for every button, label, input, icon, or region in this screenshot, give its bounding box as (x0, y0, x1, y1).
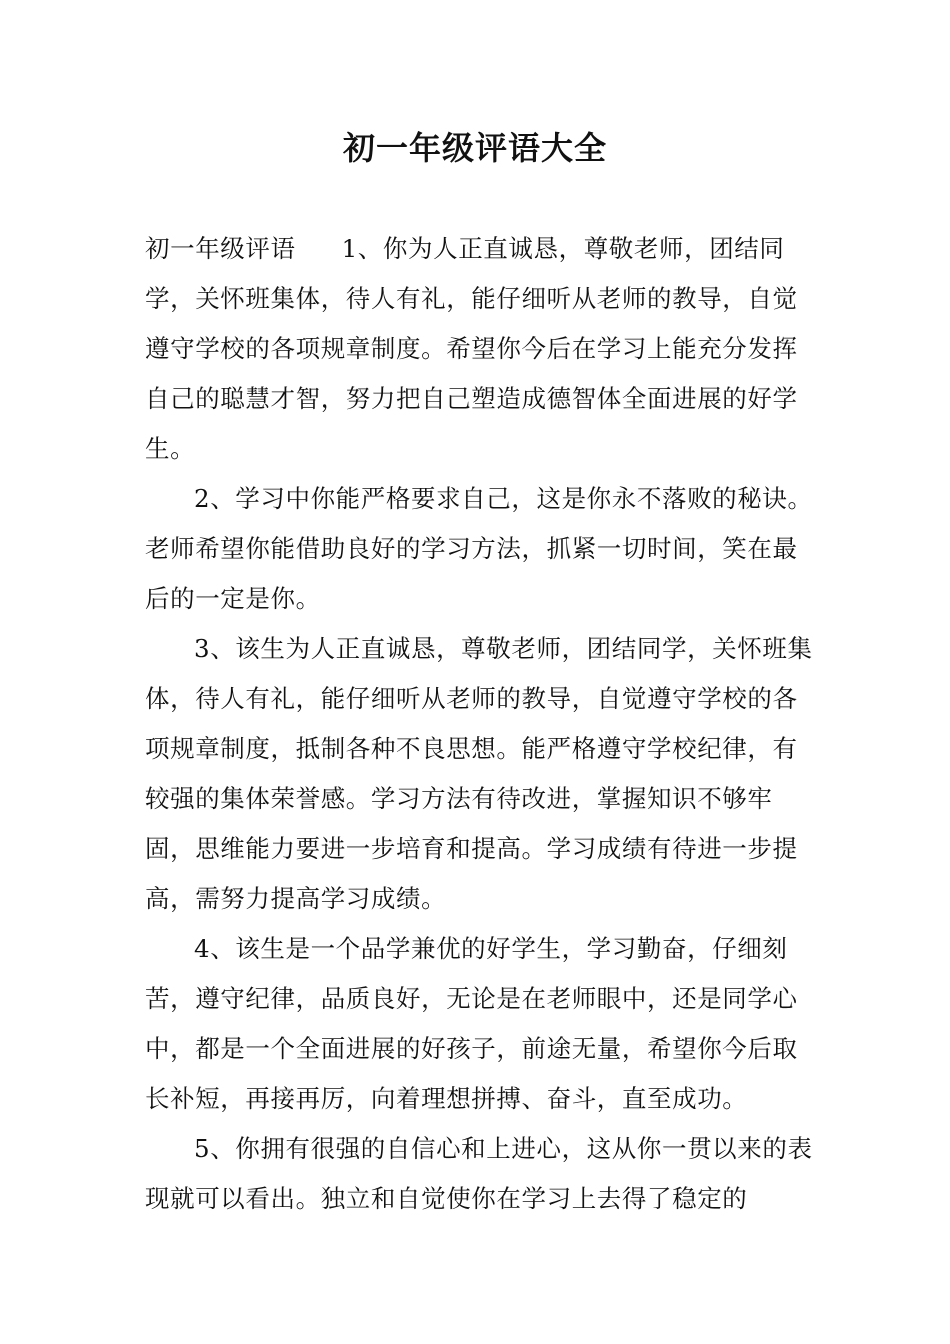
document-title: 初一年级评语大全 (342, 129, 607, 167)
paragraph-1-text: 1、你为人正直诚恳，尊敬老师，团结同学，关怀班集体，待人有礼，能仔细听从老师的教导，自觉遵守学校的各项规章制度。希望你今后在学习上能充分发挥自己的聪慧才智，努力把自己塑造成德智体全面进展的好学生。 (145, 234, 798, 463)
paragraph-1 (145, 224, 815, 474)
paragraph-2: 2、学习中你能严格要求自己，这是你永不落败的秘诀。老师希望你能借助良好的学习方法，抓紧一切时间，笑在最后的一定是你。 (145, 484, 813, 613)
paragraph-5: 5、你拥有很强的自信心和上进心，这从你一贯以来的表现就可以看出。独立和自觉使你在学习上去得了稳定的 (145, 1134, 813, 1213)
document-body (145, 224, 815, 1224)
paragraph-3: 3、该生为人正直诚恳，尊敬老师，团结同学，关怀班集体，待人有礼，能仔细听从老师的教导，自觉遵守学校的各项规章制度，抵制各种不良思想。能严格遵守学校纪律，有较强的集体荣誉感。学习方法有待改进，掌握知识不够牢固，思维能力要进一步培育和提高。学习成绩有待进一步提高，需努力提高学习成绩。 (145, 634, 813, 913)
lead-label: 初一年级评语 (145, 234, 296, 263)
paragraph-4: 4、该生是一个品学兼优的好学生，学习勤奋，仔细刻苦，遵守纪律，品质良好，无论是在老师眼中，还是同学心中，都是一个全面进展的好孩子，前途无量，希望你今后取长补短，再接再厉，向着理想拼搏、奋斗，直至成功。 (145, 934, 798, 1113)
